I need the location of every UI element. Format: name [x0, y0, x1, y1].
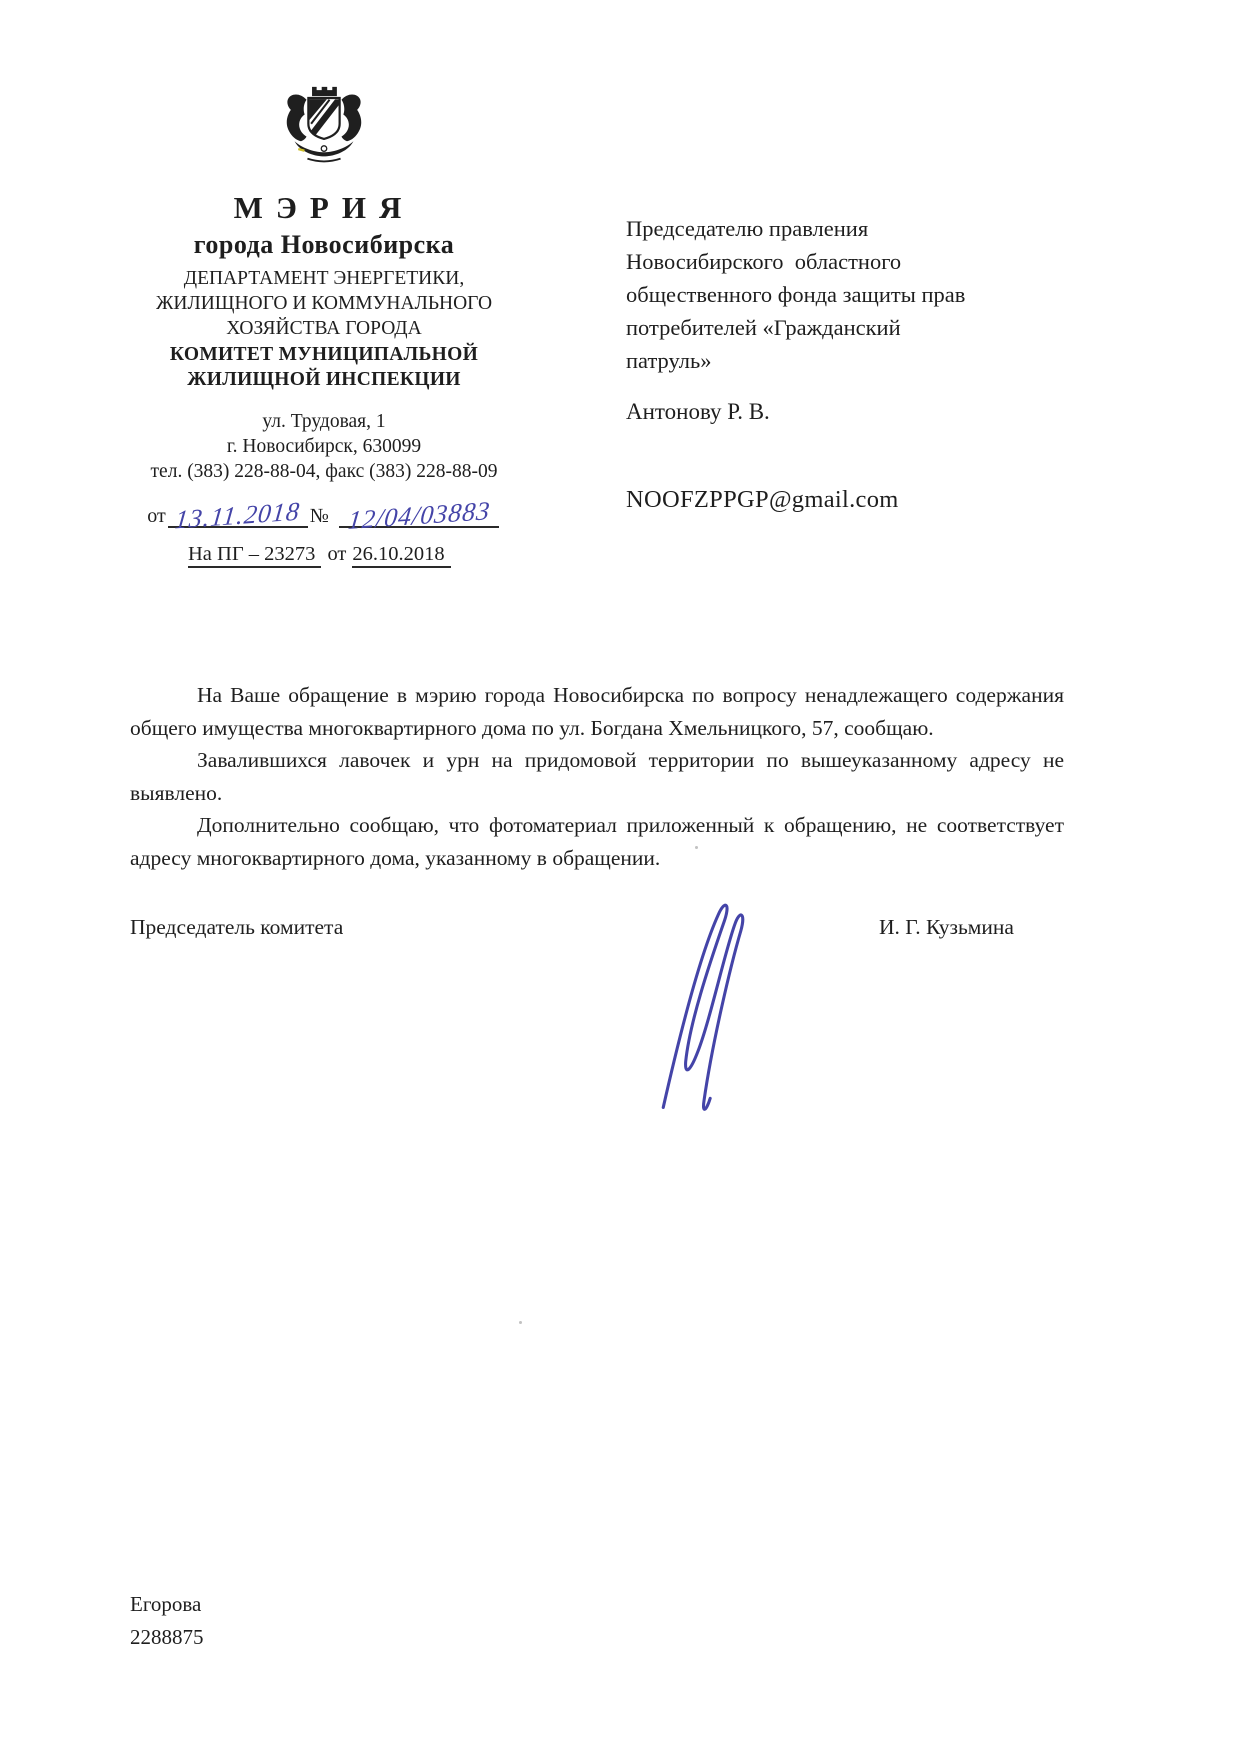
number-label: №: [309, 505, 329, 527]
letter-body: [130, 679, 1064, 875]
date-label: от: [147, 505, 166, 527]
outgoing-date-number-line: [100, 490, 548, 536]
handwritten-date: 13.11.2018: [173, 496, 302, 535]
novosibirsk-coat-of-arms-icon: [278, 84, 370, 180]
executor-name: Егорова: [130, 1592, 202, 1616]
reference-date: 26.10.2018: [352, 543, 450, 568]
number-field: [339, 495, 499, 536]
recipient-line: общественного фонда защиты прав: [626, 282, 966, 307]
org-title-meria: МЭРИЯ: [233, 190, 415, 225]
recipient-block: [626, 212, 1076, 514]
executor-phone: 2288875: [130, 1625, 204, 1649]
scan-speck: [695, 846, 698, 849]
body-paragraph: На Ваше обращение в мэрию города Новосибирска по вопросу ненадлежащего содержания общего имущества многоквартирного дома по ул. Богдана Хмельницкого, 57, сообщаю.: [130, 683, 1064, 740]
letterhead: [100, 84, 548, 566]
handwritten-signature: [642, 888, 760, 1133]
recipient-line: Председателю правления: [626, 216, 869, 241]
executor-block: [130, 1588, 204, 1654]
department-name: [100, 266, 548, 341]
address-line: тел. (383) 228-88-04, факс (383) 228-88-09: [150, 461, 498, 482]
committee-name: [100, 342, 548, 392]
recipient-line: Новосибирского областного: [626, 249, 902, 274]
handwritten-number: 12/04/03883: [346, 495, 492, 536]
date-field: [168, 496, 308, 535]
committee-line: ЖИЛИЩНОЙ ИНСПЕКЦИИ: [187, 369, 461, 390]
address-line: ул. Трудовая, 1: [262, 411, 386, 432]
org-address: [100, 409, 548, 484]
recipient-name: Антонову Р. В.: [626, 399, 770, 424]
scan-speck: [519, 1321, 522, 1324]
reference-separator: от: [327, 543, 347, 565]
signer-name: И. Г. Кузьмина: [879, 915, 1014, 939]
body-paragraph: Дополнительно сообщаю, что фотоматериал приложенный к обращению, не соответствует адресу многоквартирного дома, указанному в обращении.: [130, 813, 1064, 870]
department-line: ДЕПАРТАМЕНТ ЭНЕРГЕТИКИ,: [183, 268, 465, 289]
reference-line: [100, 543, 548, 566]
reference-number: На ПГ – 23273: [188, 543, 321, 568]
recipient-email: NOOFZPPGP@gmail.com: [626, 486, 899, 513]
body-paragraph: Завалившихся лавочек и урн на придомовой территории по вышеуказанному адресу не выявлено.: [130, 748, 1064, 805]
signer-position-title: Председатель комитета: [130, 915, 344, 939]
committee-line: КОМИТЕТ МУНИЦИПАЛЬНОЙ: [169, 344, 479, 365]
org-title-city: города Новосибирска: [193, 230, 455, 259]
address-line: г. Новосибирск, 630099: [226, 436, 422, 457]
recipient-line: потребителей «Гражданский: [626, 315, 901, 340]
department-line: ХОЗЯЙСТВА ГОРОДА: [226, 318, 422, 339]
department-line: ЖИЛИЩНОГО И КОММУНАЛЬНОГО: [155, 293, 493, 314]
recipient-line: патруль»: [626, 348, 712, 373]
